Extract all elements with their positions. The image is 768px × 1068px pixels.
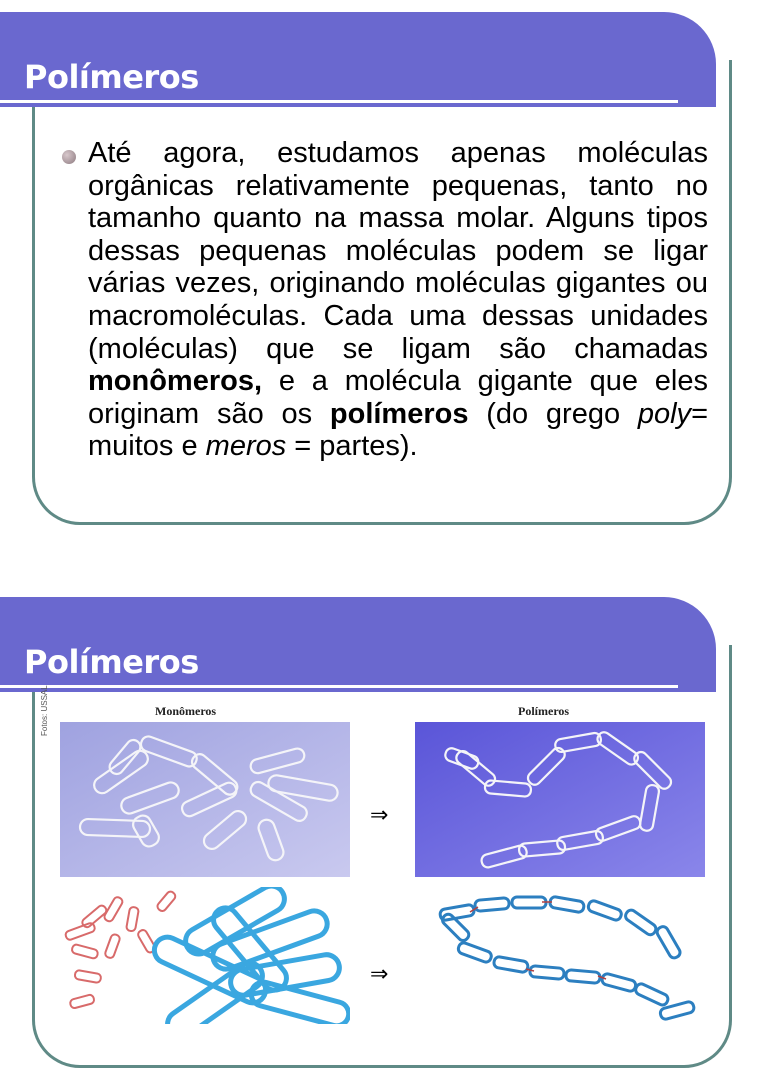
caption-polimeros: Polímeros <box>518 704 570 718</box>
bold-term-monomeros: monômeros, <box>88 365 263 398</box>
slide-title: Polímeros <box>24 58 199 96</box>
title-banner <box>0 12 716 107</box>
text-run: Até agora, estudamos apenas moléculas orgânicas relativamente pequenas, tanto no tamanho quanto na massa molar. Alguns tipos dessas pequenas moléculas podem se ligar várias vezes, originando moléculas gigantes ou macromoléculas. Cada uma dessas unidades (moléculas) que se ligam são chamadas <box>88 137 708 365</box>
text-run: e a molécula gigante que eles originam são os <box>88 365 708 430</box>
blue-clip-chain-photo <box>430 887 700 1024</box>
clip-chain-illustration <box>415 722 705 877</box>
monomer-paperclips-photo <box>60 722 350 877</box>
italic-term-poly: poly <box>637 397 692 430</box>
bullet-icon <box>62 150 76 164</box>
text-run: = partes). <box>286 430 418 463</box>
caption-monomeros: Monômeros <box>155 704 217 718</box>
arrow-icon: ⇒ <box>370 962 389 987</box>
title-banner <box>0 597 716 692</box>
text-run: = muitos e <box>88 397 708 463</box>
body-paragraph <box>88 137 708 463</box>
loose-clips-illustration <box>60 722 350 877</box>
colored-clips-illustration <box>60 887 350 1024</box>
title-underline <box>0 685 678 688</box>
polymer-paperclip-chain-photo <box>415 722 705 877</box>
slide-title: Polímeros <box>24 643 199 681</box>
bold-term-polimeros: polímeros <box>329 397 469 430</box>
colored-paperclips-photo <box>60 887 350 1024</box>
photo-credit: Fotos: USSAL <box>40 685 49 736</box>
title-underline <box>0 100 678 103</box>
italic-term-meros: meros <box>205 430 287 463</box>
blue-chain-illustration <box>430 887 700 1024</box>
text-run: (do grego <box>468 397 638 430</box>
arrow-icon: ⇒ <box>370 803 389 828</box>
